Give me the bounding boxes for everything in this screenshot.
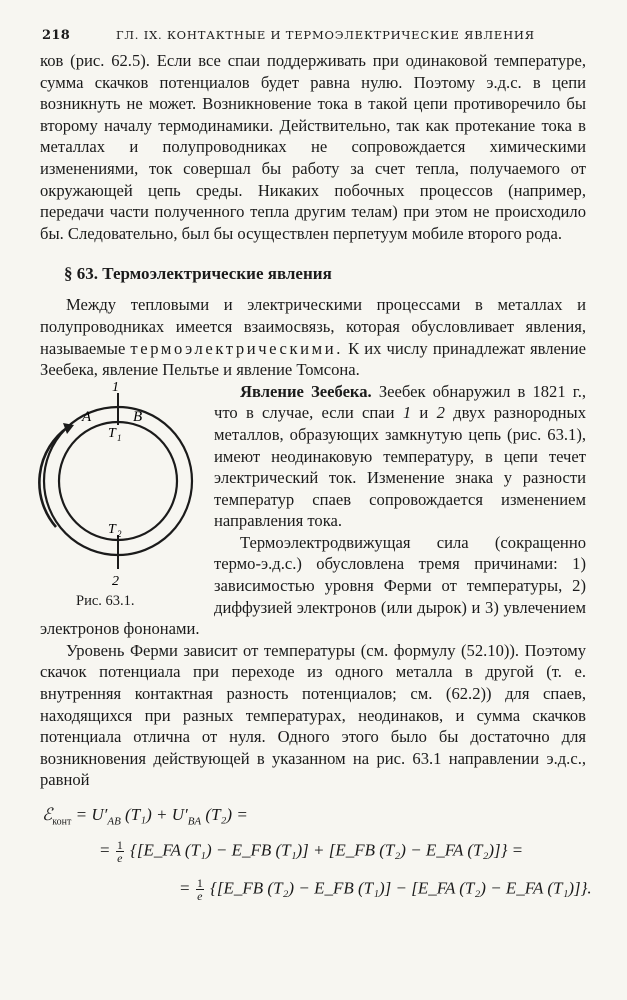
label-t2-sub: 2 [117, 528, 122, 539]
figure-caption: Рис. 63.1. [76, 592, 135, 609]
figure-wrap [40, 381, 586, 640]
equation-line-3: = $\frac{1}{e}$ {[E_FB (T₂) − E_FB (T₁)] − [E_FA (T₂) − E_FA (T₁)]}. [180, 876, 592, 903]
label-t2: T [108, 521, 116, 537]
equation-line-1: ℰ$_{конт}$ = $U'_{AB}$ $(T_1) + U'_{BA}$ (T₂) = [42, 805, 248, 828]
seebeck-heading: Явление Зеебека. [240, 381, 372, 401]
page-number: 218 [42, 28, 71, 43]
section-title: § 63. Термоэлектрические явления [64, 264, 332, 284]
running-header [40, 28, 586, 50]
equation-block [40, 801, 592, 921]
thermocouple-diagram [34, 381, 206, 613]
paragraph-thermo-emf: Термоэлектродвижущая сила (сокращенно термо-э.д.с.) обусловлена тремя причинами: 1) зависимостью уровня Ферми от температуры, 2) диффузией электронов (или дырок) и 3) увлечением электронов фононами. [40, 532, 586, 639]
label-t1-sub: 1 [117, 432, 122, 443]
paragraph-fermi: Уровень Ферми зависит от температуры (см. формулу (52.10)). Поэтому скачок потенциала при переходе из одного металла в другой (т. е. внутренняя контактная разность потенциалов; см. (62.2)) для спаев, находящихся при разных температурах, неодинаков, и сумма скачков потенциала отлична от нуля. Одного этого было бы достаточно для возникновения действующей в указанном на рис. 63.1 направлении э.д.с., равной [40, 640, 586, 790]
paragraph-seebeck: Явление Зеебека. Зеебек обнаружил в 1821 г., что в случае, если спаи 1 и 2 двух разнородных металлов, образующих замкнутую цепь (рис. 63.1), имеют неодинаковую температуру, в цепи течет электрический ток. Изменение знака у разности температур спаев сопровождается изменением направления тока. [214, 381, 587, 531]
equation-line-2: = $\frac{1}{e}$ {[E_FA (T₁) − E_FB (T₁)] + [E_FB (T₂) − E_FA (T₂)]} = [100, 838, 524, 865]
page [40, 28, 592, 921]
label-junction-1: 1 [112, 380, 119, 395]
label-t1: T [108, 425, 116, 441]
running-title: ГЛ. IX. КОНТАКТНЫЕ И ТЕРМОЭЛЕКТРИЧЕСКИЕ ЯВЛЕНИЯ [116, 28, 535, 42]
label-metal-a: A [82, 408, 92, 425]
paragraph-intro: Между тепловыми и электрическими процессами в металлах и полупроводниках имеется взаимосвязь, которая обусловливает явления, называемые термоэлектрическими. К их числу принадлежат явление Зеебека, явление Пельтье и явление Томсона. [40, 295, 586, 380]
paragraph-perpetuum: ков (рис. 62.5). Если все спаи поддерживать при одинаковой температуре, сумма скачков потенциалов будет равна нулю. Поэтому э.д.с. в цепи возникнуть не может. Возникновение тока в такой цепи противоречило бы второму началу термодинамики. Действительно, так как протекание тока в металлах и полупроводниках не сопровождается химическими изменениями, ток совершал бы работу за счет тепла, получаемого от окружающей цепь среды. Никаких побочных процессов (например, передачи части полученного тепла другим телам) при этом не происходило бы. Следовательно, был бы осуществлен перпетуум мобиле второго рода. [40, 51, 586, 243]
figure-63-1 [34, 381, 206, 617]
fraction: $\frac{1}{e}$ [116, 838, 123, 865]
label-metal-b: B [133, 408, 143, 425]
fraction: $\frac{1}{e}$ [196, 876, 203, 903]
spaced-term: термоэлектрическими. [130, 338, 343, 358]
label-junction-2: 2 [112, 573, 119, 589]
